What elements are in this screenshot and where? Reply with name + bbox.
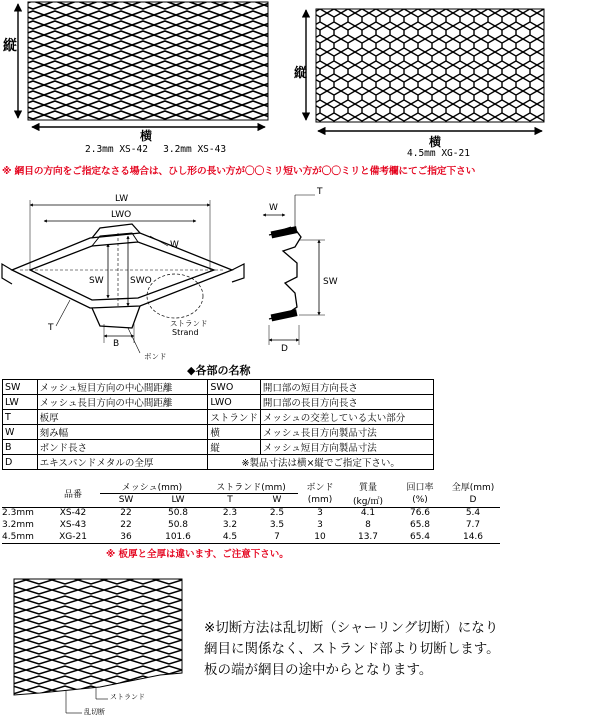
parts-row: [3, 425, 434, 440]
strand-header: ストランド(mm): [204, 480, 298, 494]
product-caption: 4.5mm XG-21: [407, 148, 470, 159]
parts-symbol: ※製品寸法は横×縦でご指定下さい。: [208, 455, 434, 470]
spec-cell: 22: [120, 520, 132, 530]
spec-cell: 3.2: [222, 520, 238, 530]
spec-cell: 2.3: [222, 508, 238, 519]
parts-description: メッシュ長目方向の中心間距離: [37, 395, 208, 410]
cut-label: 乱切断: [84, 708, 105, 716]
strand-en-label: Strand: [172, 328, 199, 337]
spec-cell: 14.6: [446, 531, 500, 543]
parts-description: エキスパンドメタルの全厚: [37, 455, 208, 470]
spec-cell: 3: [317, 508, 323, 519]
parts-description: メッシュ短目方向製品寸法: [260, 440, 433, 455]
sw-label: SW: [89, 276, 104, 286]
cut-note-line-3: 板の端が網目の途中からとなります。: [204, 662, 433, 678]
parts-description: メッシュ長目方向製品寸法: [260, 425, 433, 440]
cut-diagram: [0, 575, 200, 720]
parts-description: 刻み幅: [37, 425, 208, 440]
mesh-cut-sheet: [14, 579, 182, 695]
parts-symbol: W: [3, 425, 38, 440]
spec-cell: 76.6: [409, 508, 431, 519]
spec-cell: 2.3mm: [2, 508, 34, 519]
mesh-sheet-xs: [28, 2, 268, 120]
spec-cell: XS-42: [59, 508, 87, 519]
sw-label: SW: [323, 277, 338, 287]
parts-table: [2, 379, 434, 470]
spec-table: [2, 480, 500, 544]
cut-note: [204, 618, 588, 681]
zenatsu-header: 全厚(mm): [451, 483, 495, 494]
spec-cell: XS-43: [59, 520, 87, 530]
parts-symbol: D: [3, 455, 38, 470]
parts-row: [3, 455, 434, 470]
b-label: B: [113, 339, 120, 349]
parts-table-section: [2, 363, 434, 470]
w-label: W: [170, 240, 179, 250]
swo-label: SWO: [130, 276, 152, 286]
spec-cell: 3.5: [269, 520, 285, 530]
spec-cell: 13.7: [342, 531, 394, 543]
kairitsu-header: 回口率: [406, 483, 434, 494]
spec-cell: 5.4: [465, 508, 481, 519]
spec-cell: 50.8: [167, 520, 189, 530]
parts-symbol: B: [3, 440, 38, 455]
spec-cell: 4.1: [360, 508, 376, 519]
bond-label: ボンド: [144, 352, 167, 361]
spec-cell: 7: [256, 531, 298, 543]
spec-cell: 2.5: [269, 508, 285, 519]
parts-table-title: ◆各部の名称: [187, 364, 251, 377]
t-subheader: T: [204, 494, 256, 508]
cut-note-line-2: 網目に関係なく、ストランド部より切断します。: [204, 641, 500, 657]
strand-label: ストランド: [110, 693, 145, 701]
d-label: D: [281, 344, 288, 354]
product-caption: 2.3mm XS-42 3.2mm XS-43: [85, 144, 227, 155]
t-label: T: [48, 323, 54, 333]
mesh-cell-diagram: [0, 178, 250, 363]
spec-cell: 8: [365, 520, 371, 530]
spec-cell: 65.4: [394, 531, 446, 543]
parts-row: [3, 440, 434, 455]
spec-cell: 101.6: [152, 531, 204, 543]
parts-symbol: LWO: [208, 395, 261, 410]
spec-cell: 22: [120, 508, 132, 519]
parts-symbol: T: [3, 410, 38, 425]
vertical-label: 縦: [3, 38, 17, 54]
spec-row: [2, 531, 500, 543]
mesh-sheet-xg: [316, 9, 544, 122]
parts-symbol: SWO: [208, 380, 261, 395]
mesh-diagram-xs: [0, 0, 290, 155]
mesh-diagram-xg: [292, 0, 590, 162]
parts-description: 開口部の短目方向長さ: [260, 380, 433, 395]
parts-symbol: 縦: [208, 440, 261, 455]
lw-label: LW: [115, 194, 129, 204]
parts-description: ボンド長さ: [37, 440, 208, 455]
parts-symbol: LW: [3, 395, 38, 410]
lw-subheader: LW: [152, 494, 204, 508]
direction-note: ※ 網目の方向をご指定なさる場合は、ひし形の長い方が〇〇ミリ短い方が〇〇ミリと備考欄にてご指定下さい: [2, 166, 476, 177]
spec-table-section: [2, 480, 500, 560]
hinban-header: 品番: [46, 480, 100, 507]
spec-cell: 7.7: [465, 520, 481, 530]
vertical-label: 縦: [294, 66, 308, 81]
sw-subheader: SW: [100, 494, 152, 508]
horizontal-label: 横: [140, 129, 153, 143]
parts-description: 板厚: [37, 410, 208, 425]
d-subheader: D: [446, 494, 500, 508]
parts-row: [3, 395, 434, 410]
spec-cell: 3: [317, 520, 323, 530]
w-subheader: W: [256, 494, 298, 508]
lwo-label: LWO: [111, 210, 132, 220]
horizontal-label: 横: [429, 135, 442, 149]
spec-row: [2, 507, 500, 519]
mesh-header: メッシュ(mm): [100, 480, 204, 494]
bond-header: ボンド: [306, 483, 334, 494]
section-diagram: [255, 185, 345, 360]
parts-description: 開口部の長目方向長さ: [260, 395, 433, 410]
mass-header: 質量: [358, 483, 377, 494]
kairitsu-unit: (%): [394, 494, 446, 508]
cut-note-line-1: ※切断方法は乱切断（シャーリング切断）になり: [204, 620, 499, 636]
spec-cell: 3.2mm: [2, 520, 34, 530]
parts-symbol: SW: [3, 380, 38, 395]
parts-row: [3, 410, 434, 425]
spec-cell: 10: [298, 531, 342, 543]
thickness-note: ※ 板厚と全厚は違います、ご注意下さい。: [106, 548, 289, 560]
spec-row: [2, 519, 500, 531]
spec-cell: XG-21: [46, 531, 100, 543]
parts-row: [3, 380, 434, 395]
parts-symbol: ストランド: [208, 410, 261, 425]
bond-unit: (mm): [298, 494, 342, 508]
strand-jp-label: ストランド: [170, 319, 208, 328]
spec-cell: 4.5: [204, 531, 256, 543]
t-label: T: [317, 187, 323, 197]
parts-description: メッシュ短目方向の中心間距離: [37, 380, 208, 395]
parts-symbol: 横: [208, 425, 261, 440]
spec-cell: 4.5mm: [2, 531, 46, 543]
spec-cell: 50.8: [167, 508, 189, 519]
parts-description: メッシュの交差している太い部分: [260, 410, 433, 425]
mass-unit: (kg/㎡): [342, 494, 394, 508]
spec-cell: 65.8: [409, 520, 431, 530]
spec-cell: 36: [100, 531, 152, 543]
w-label: W: [269, 203, 278, 213]
